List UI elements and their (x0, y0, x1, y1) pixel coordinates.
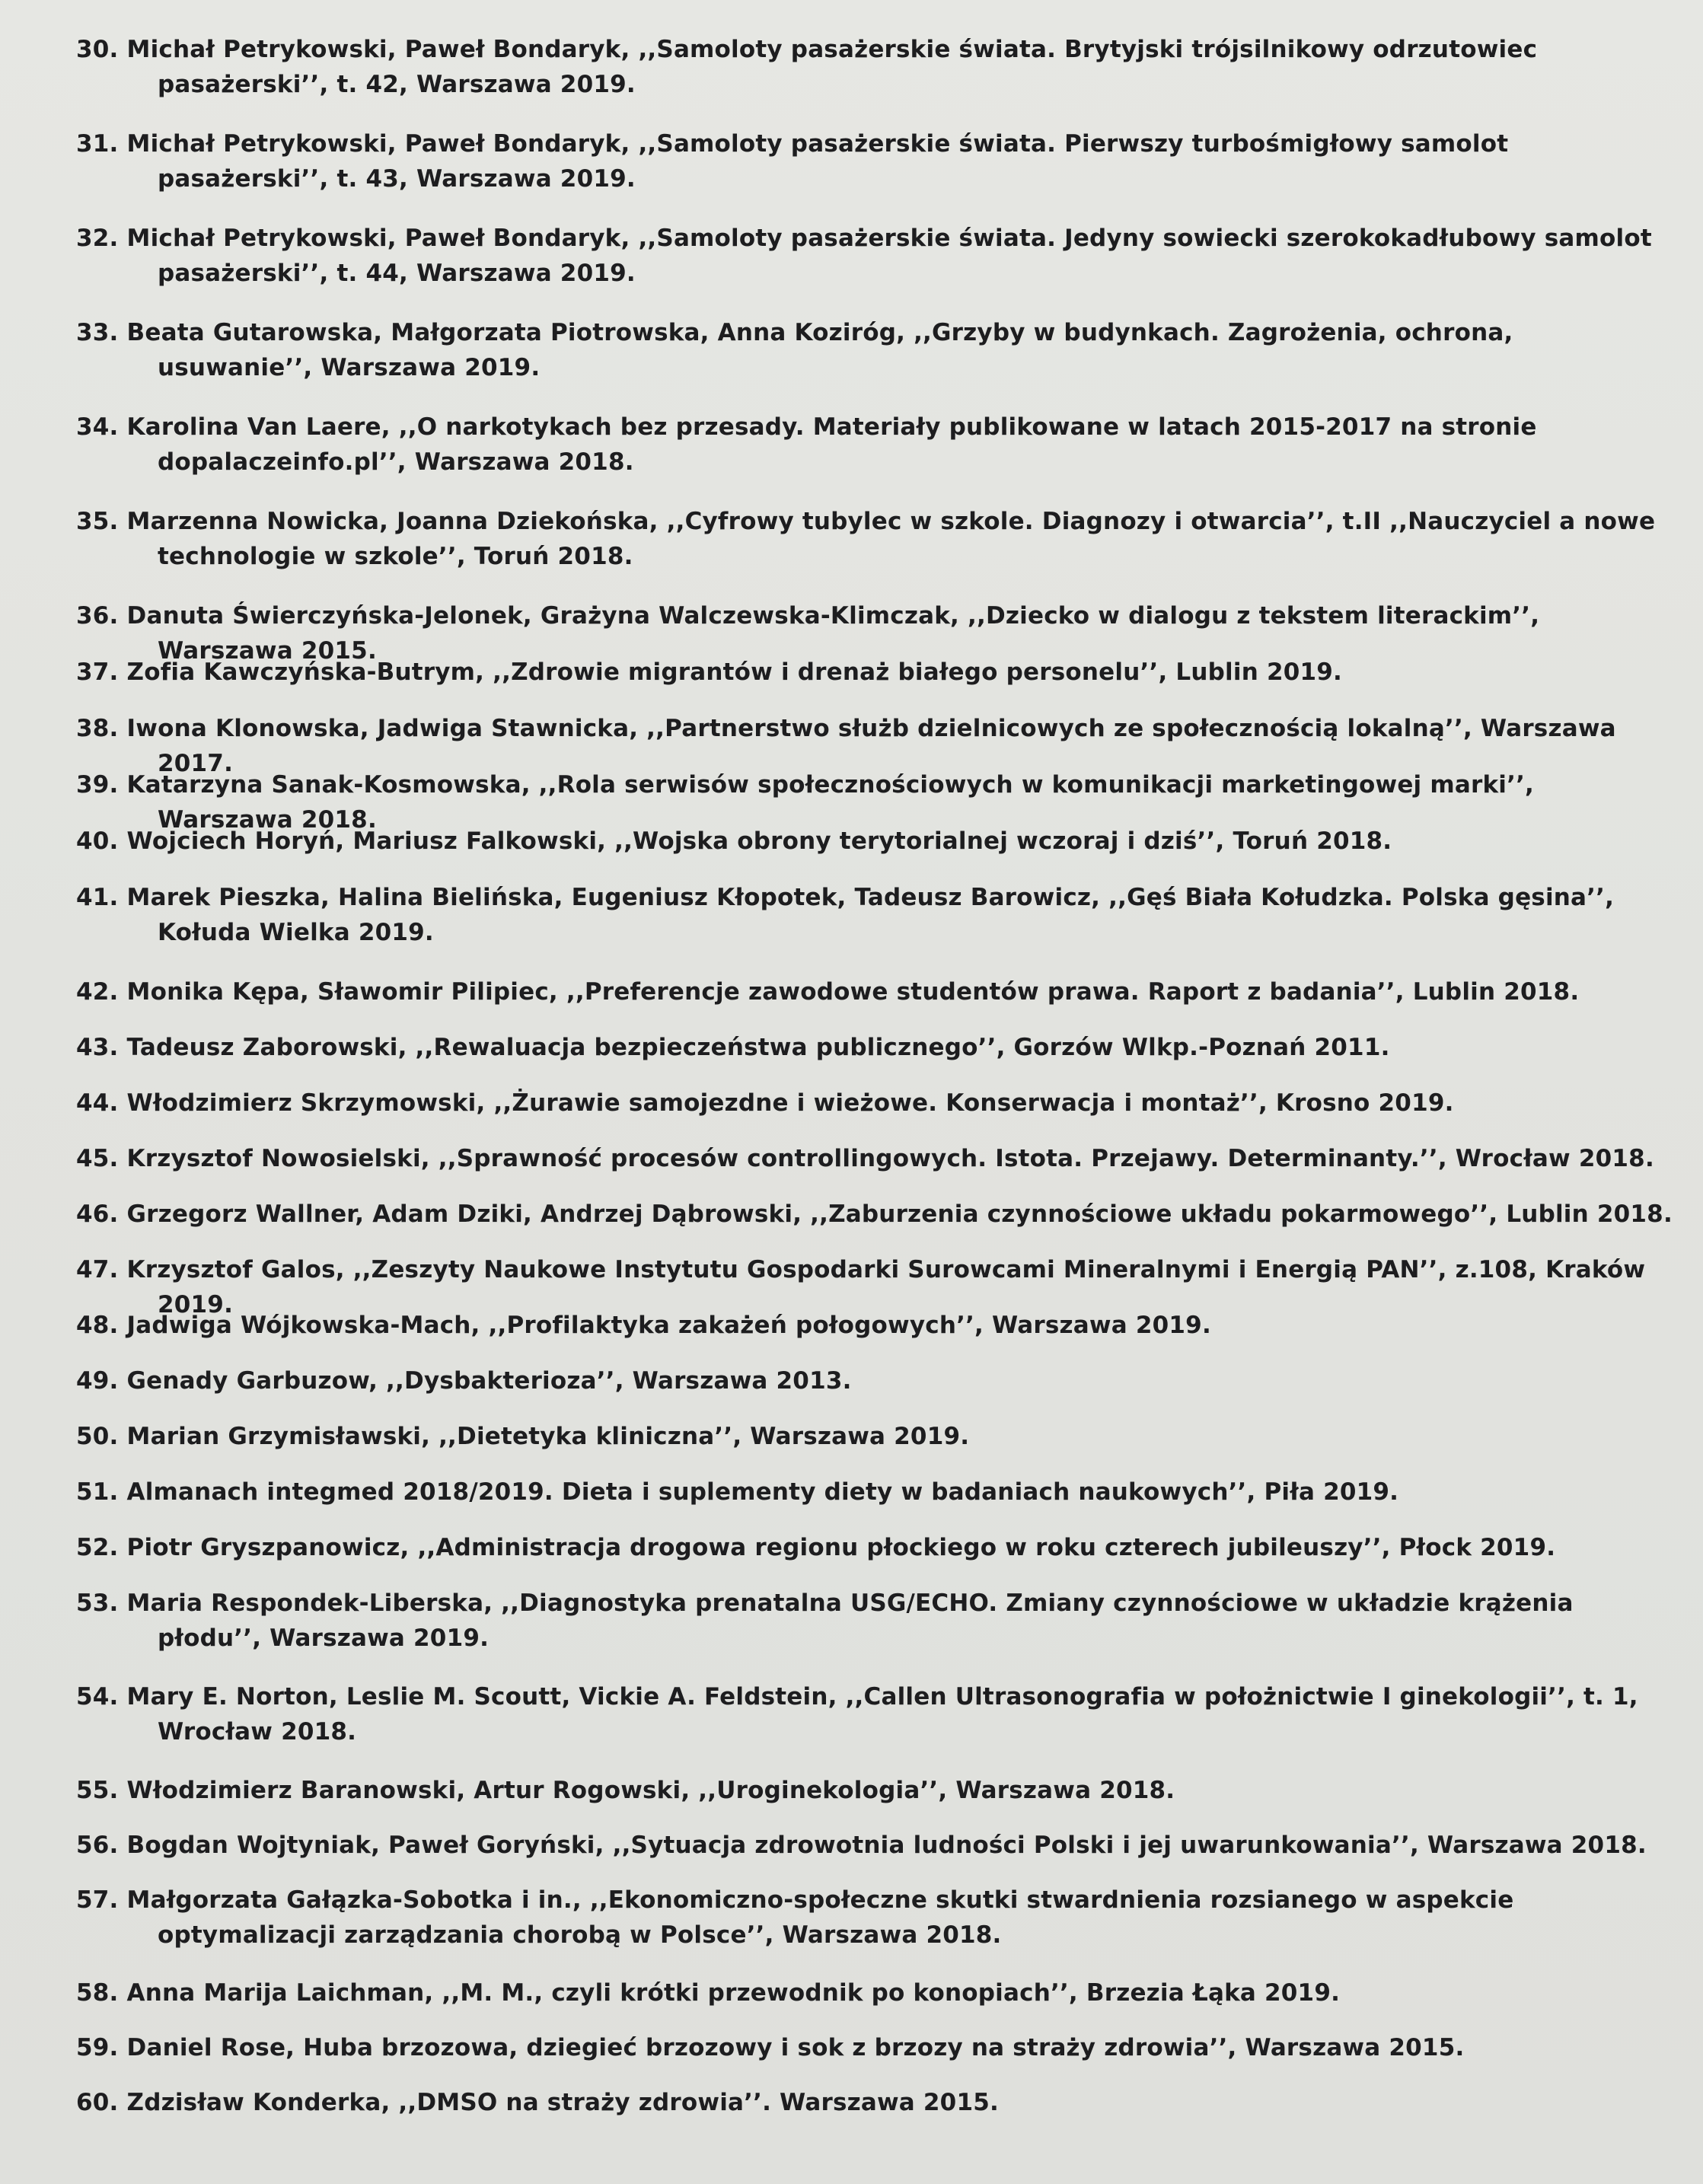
entry-text: Włodzimierz Baranowski, Artur Rogowski, ,,Uroginekologia’’, Warszawa 2018. (126, 1777, 1175, 1804)
entry-text: Beata Gutarowska, Małgorzata Piotrowska, Anna Koziróg, ,,Grzyby w budynkach. Zagrożenia, ochrona, usuwanie’’, Warszawa 2019. (126, 319, 1513, 381)
entry-number: 45. (76, 1145, 119, 1172)
list-item (76, 126, 1675, 196)
entry-text: Zofia Kawczyńska-Butrym, ,,Zdrowie migrantów i drenaż białego personelu’’, Lublin 2019. (126, 658, 1343, 686)
entry-text: Michał Petrykowski, Paweł Bondaryk, ,,Samoloty pasażerskie świata. Jedyny sowiecki szerokokadłubowy samolot pasażerski’’, t. 44, Warszawa 2019. (126, 225, 1652, 287)
list-item (76, 1030, 1675, 1065)
entry-text: Zdzisław Konderka, ,,DMSO na straży zdrowia’’. Warszawa 2015. (126, 2089, 999, 2116)
entry-text: Marian Grzymisławski, ,,Dietetyka kliniczna’’, Warszawa 2019. (126, 1423, 970, 1450)
entry-text: Małgorzata Gałązka-Sobotka i in., ,,Ekonomiczno-społeczne skutki stwardnienia rozsianego w aspekcie optymalizacji zarządzania chorobą w Polsce’’, Warszawa 2018. (126, 1886, 1514, 1949)
entry-text: Karolina Van Laere, ,,O narkotykach bez przesady. Materiały publikowane w latach 2015-2017 na stronie dopalaczeinfo.pl’’, Warszawa 2018. (126, 413, 1537, 476)
list-item (76, 1363, 1675, 1398)
entry-number: 48. (76, 1312, 119, 1339)
entry-text: Monika Kępa, Sławomir Pilipiec, ,,Preferencje zawodowe studentów prawa. Raport z badania’’, Lublin 2018. (126, 978, 1580, 1006)
list-item (76, 1141, 1675, 1176)
entry-number: 58. (76, 1979, 119, 2007)
list-item (76, 504, 1675, 574)
entry-text: Włodzimierz Skrzymowski, ,,Żurawie samojezdne i wieżowe. Konserwacja i montaż’’, Krosno 2019. (126, 1089, 1454, 1117)
entry-number: 55. (76, 1777, 119, 1804)
list-item (76, 1828, 1675, 1863)
entry-number: 35. (76, 508, 119, 535)
entry-text: Mary E. Norton, Leslie M. Scoutt, Vickie A. Feldstein, ,,Callen Ultrasonografia w położnictwie I ginekologii’’, t. 1, Wrocław 2018. (126, 1683, 1638, 1746)
entry-number: 51. (76, 1478, 119, 1506)
entry-text: Bogdan Wojtyniak, Paweł Goryński, ,,Sytuacja zdrowotnia ludności Polski i jej uwarunkowania’’, Warszawa 2018. (126, 1832, 1647, 1859)
entry-number: 47. (76, 1256, 119, 1283)
entry-number: 60. (76, 2089, 119, 2116)
entry-number: 30. (76, 36, 119, 63)
list-item (76, 1975, 1675, 2010)
entry-text: Michał Petrykowski, Paweł Bondaryk, ,,Samoloty pasażerskie świata. Pierwszy turbośmigłowy samolot pasażerski’’, t. 43, Warszawa 2019. (126, 130, 1509, 193)
list-item (76, 2085, 1675, 2120)
entry-number: 44. (76, 1089, 119, 1117)
list-item (76, 1530, 1675, 1565)
list-item (76, 315, 1675, 385)
entry-number: 39. (76, 771, 119, 799)
entry-number: 38. (76, 715, 119, 742)
list-item (76, 1773, 1675, 1808)
entry-number: 42. (76, 978, 119, 1006)
entry-number: 41. (76, 884, 119, 911)
entry-number: 31. (76, 130, 119, 158)
entry-number: 59. (76, 2034, 119, 2061)
entry-text: Anna Marija Laichman, ,,M. M., czyli krótki przewodnik po konopiach’’, Brzezia Łąka 2019. (126, 1979, 1341, 2007)
entry-text: Genady Garbuzow, ,,Dysbakterioza’’, Warszawa 2013. (126, 1367, 852, 1395)
entry-number: 54. (76, 1683, 119, 1711)
list-item (76, 880, 1675, 950)
entry-text: Daniel Rose, Huba brzozowa, dziegieć brzozowy i sok z brzozy na straży zdrowia’’, Warszawa 2015. (126, 2034, 1465, 2061)
entry-number: 36. (76, 602, 119, 630)
entry-number: 50. (76, 1423, 119, 1450)
list-item (76, 1086, 1675, 1121)
entry-text: Marek Pieszka, Halina Bielińska, Eugeniusz Kłopotek, Tadeusz Barowicz, ,,Gęś Biała Kołudzka. Polska gęsina’’, Kołuda Wielka 2019. (126, 884, 1615, 946)
list-item (76, 1883, 1675, 1953)
entry-number: 32. (76, 225, 119, 252)
list-item (76, 655, 1675, 690)
list-item (76, 824, 1675, 859)
list-item (76, 2030, 1675, 2065)
entry-text: Jadwiga Wójkowska-Mach, ,,Profilaktyka zakażeń połogowych’’, Warszawa 2019. (126, 1312, 1211, 1339)
list-item (76, 1475, 1675, 1510)
entry-text: Marzenna Nowicka, Joanna Dziekońska, ,,Cyfrowy tubylec w szkole. Diagnozy i otwarcia’’, t.II ,,Nauczyciel a nowe technologie w szkole’’, Toruń 2018. (126, 508, 1656, 570)
list-item (76, 1679, 1675, 1749)
entry-number: 56. (76, 1832, 119, 1859)
entry-text: Katarzyna Sanak-Kosmowska, ,,Rola serwisów społecznościowych w komunikacji marketingowej marki’’, Warszawa 2018. (126, 771, 1535, 834)
list-item (76, 1197, 1675, 1232)
entry-text: Tadeusz Zaborowski, ,,Rewaluacja bezpieczeństwa publicznego’’, Gorzów Wlkp.-Poznań 2011. (126, 1034, 1390, 1061)
entry-text: Danuta Świerczyńska-Jelonek, Grażyna Walczewska-Klimczak, ,,Dziecko w dialogu z tekstem literackim’’, Warszawa 2015. (126, 602, 1540, 665)
list-item (76, 221, 1675, 291)
entry-text: Michał Petrykowski, Paweł Bondaryk, ,,Samoloty pasażerskie świata. Brytyjski trójsilnikowy odrzutowiec pasażerski’’, t. 42, Warszawa 2019. (126, 36, 1538, 98)
entry-text: Piotr Gryszpanowicz, ,,Administracja drogowa regionu płockiego w roku czterech jubileuszy’’, Płock 2019. (126, 1534, 1556, 1561)
entry-text: Krzysztof Galos, ,,Zeszyty Naukowe Instytutu Gospodarki Surowcami Mineralnymi i Energią PAN’’, z.108, Kraków 2019. (126, 1256, 1646, 1318)
entry-number: 40. (76, 827, 119, 855)
entry-text: Grzegorz Wallner, Adam Dziki, Andrzej Dąbrowski, ,,Zaburzenia czynnościowe układu pokarmowego’’, Lublin 2018. (126, 1200, 1673, 1228)
entry-number: 49. (76, 1367, 119, 1395)
entry-number: 57. (76, 1886, 119, 1914)
list-item (76, 1419, 1675, 1454)
list-item (76, 410, 1675, 480)
entry-number: 46. (76, 1200, 119, 1228)
entry-number: 34. (76, 413, 119, 441)
list-item (76, 1586, 1675, 1656)
entry-number: 33. (76, 319, 119, 346)
list-item (76, 32, 1675, 102)
entry-number: 43. (76, 1034, 119, 1061)
entry-number: 37. (76, 658, 119, 686)
entry-number: 52. (76, 1534, 119, 1561)
entry-text: Wojciech Horyń, Mariusz Falkowski, ,,Wojska obrony terytorialnej wczoraj i dziś’’, Toruń 2018. (126, 827, 1392, 855)
entry-number: 53. (76, 1589, 119, 1617)
entry-text: Maria Respondek-Liberska, ,,Diagnostyka prenatalna USG/ECHO. Zmiany czynnościowe w układzie krążenia płodu’’, Warszawa 2019. (126, 1589, 1574, 1652)
list-item (76, 1308, 1675, 1343)
list-item (76, 974, 1675, 1009)
entry-text: Almanach integmed 2018/2019. Dieta i suplementy diety w badaniach naukowych’’, Piła 2019. (126, 1478, 1399, 1506)
entry-text: Krzysztof Nowosielski, ,,Sprawność procesów controllingowych. Istota. Przejawy. Determinanty.’’, Wrocław 2018. (126, 1145, 1654, 1172)
entry-text: Iwona Klonowska, Jadwiga Stawnicka, ,,Partnerstwo służb dzielnicowych ze społecznością lokalną’’, Warszawa 2017. (126, 715, 1616, 777)
